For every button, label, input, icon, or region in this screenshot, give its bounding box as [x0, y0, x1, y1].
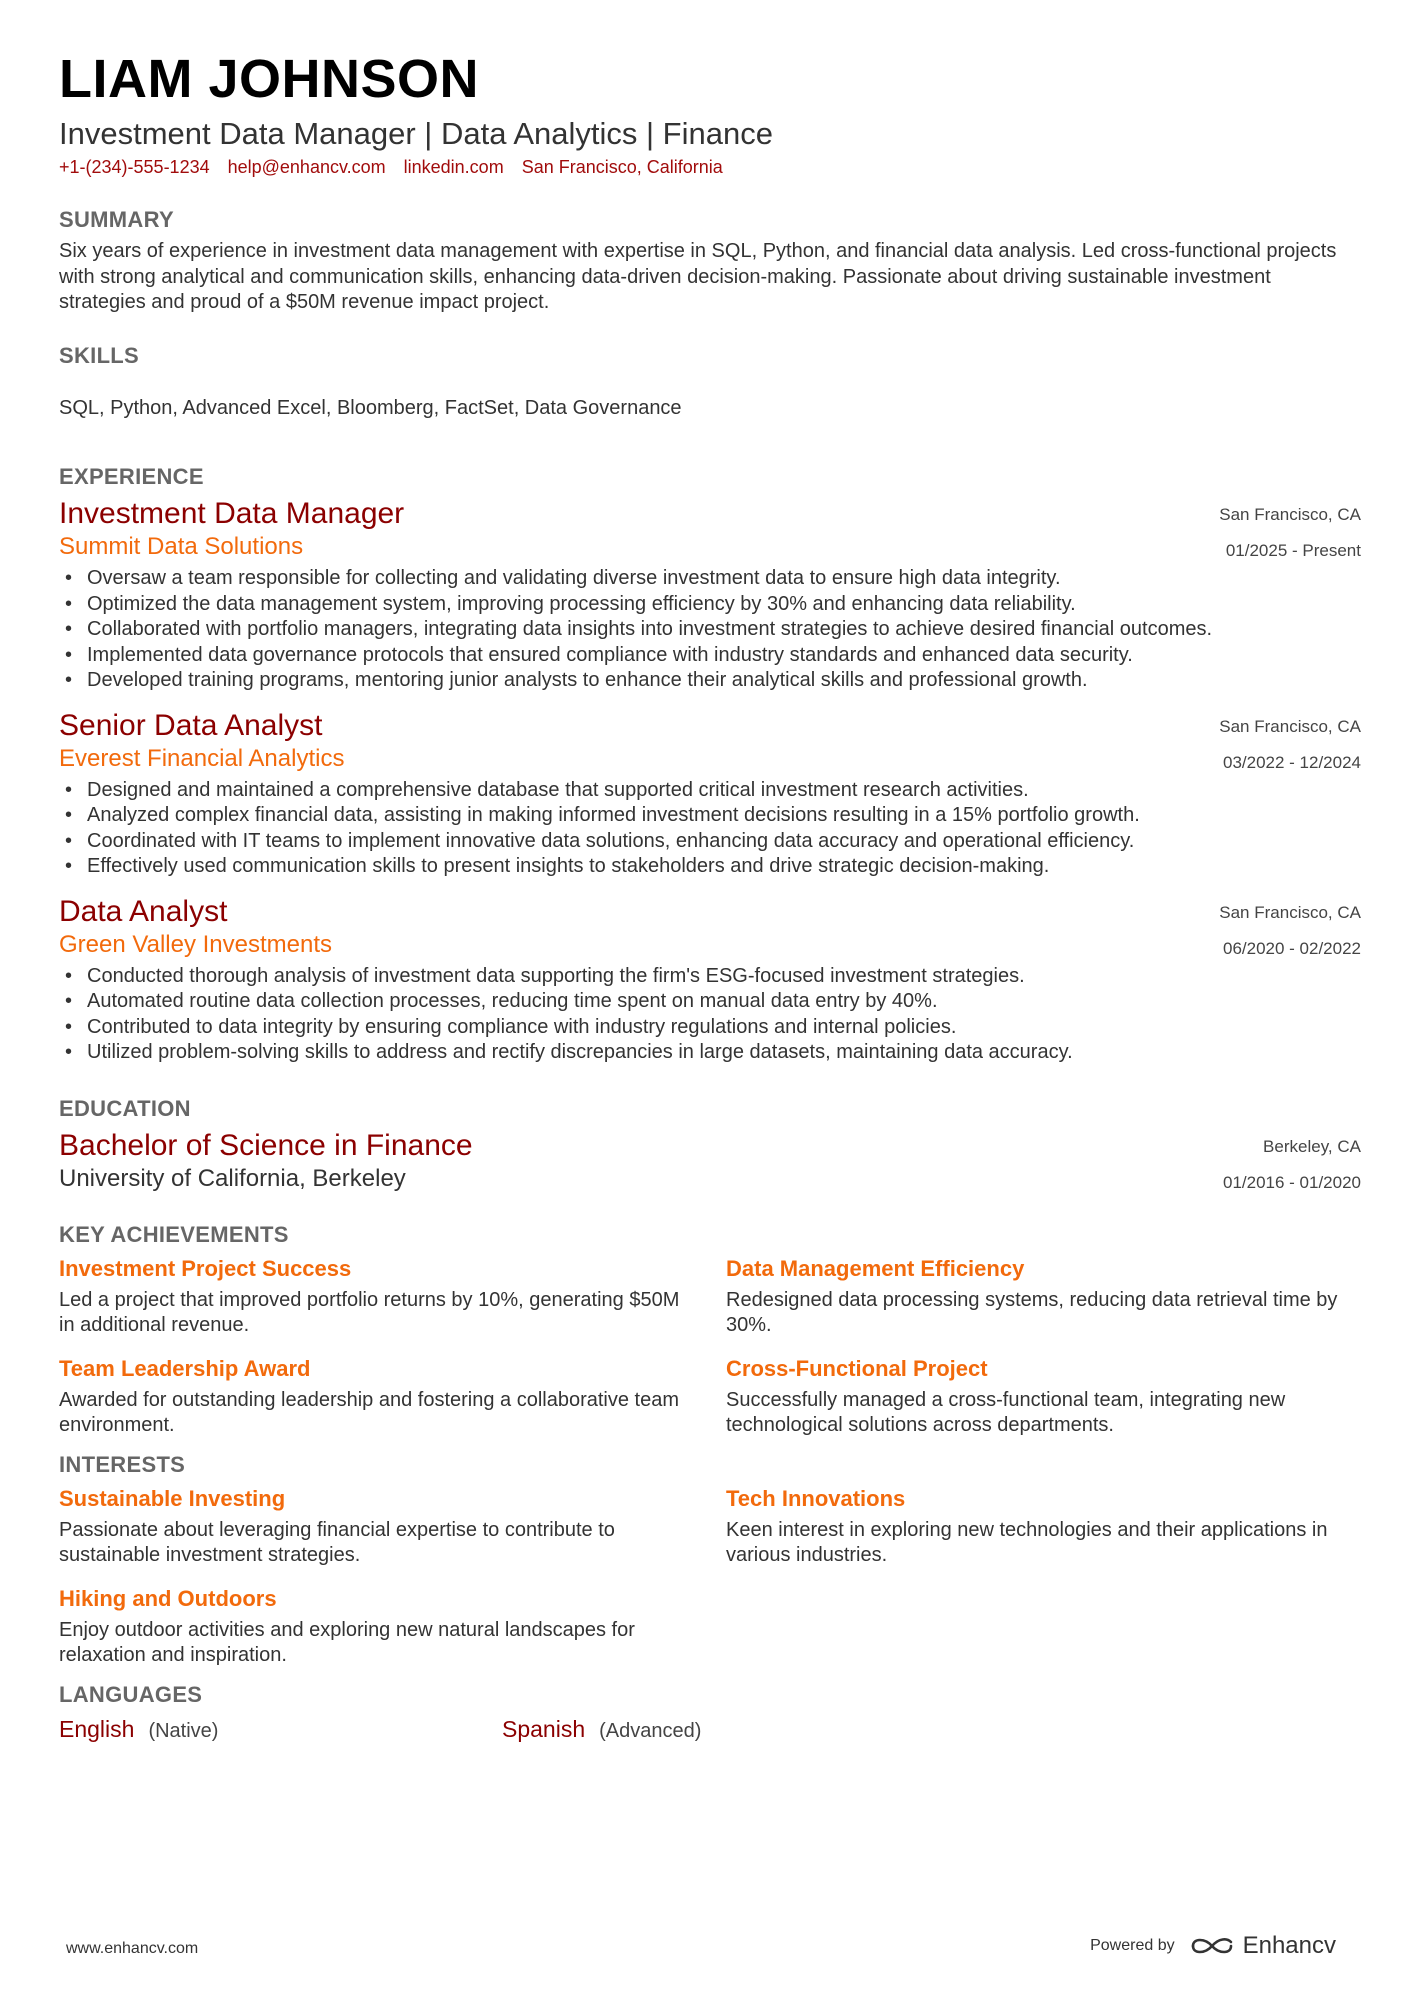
bullet-item: • Contributed to data integrity by ensuring compliance with industry regulations and internal policies. [87, 1015, 1359, 1041]
bullet-item: • Utilized problem-solving skills to address and rectify discrepancies in large datasets, maintaining data accuracy. [87, 1040, 1359, 1066]
skills-heading: SKILLS [59, 342, 140, 368]
education-entry [59, 1128, 1359, 1194]
job-dates: 01/2025 - Present [1225, 541, 1361, 561]
language-level: (Native) [148, 1719, 219, 1742]
job-location: San Francisco, CA [1219, 902, 1361, 922]
skills-section [59, 343, 1359, 422]
job-entry [59, 708, 1359, 880]
job-company: Green Valley Investments [59, 930, 333, 958]
interest-desc: Keen interest in exploring new technologies and their applications in various industries. [726, 1518, 1328, 1567]
experience-heading: EXPERIENCE [59, 464, 204, 490]
resume-page [59, 38, 1359, 1752]
job-meta [1219, 504, 1361, 562]
skills-text: SQL, Python, Advanced Excel, Bloomberg, FactSet, Data Governance [59, 396, 682, 419]
interest-title: Hiking and Outdoors [59, 1585, 277, 1611]
job-entry [59, 894, 1359, 1066]
phone-link[interactable]: +1-(234)-555-1234 [59, 156, 210, 177]
job-company: Everest Financial Analytics [59, 744, 345, 772]
bullet-item: • Automated routine data collection processes, reducing time spent on manual data entry by 40%. [87, 989, 1359, 1015]
interests-grid [59, 1484, 1359, 1674]
email-link[interactable]: help@enhancv.com [227, 156, 386, 177]
education-section [59, 1096, 1359, 1194]
enhancv-logo-icon [1189, 1934, 1235, 1958]
job-dates: 03/2022 - 12/2024 [1222, 752, 1361, 772]
bullet-item: • Designed and maintained a comprehensive database that supported critical investment research activities. [87, 778, 1359, 804]
achievement-desc: Awarded for outstanding leadership and fostering a collaborative team environment. [59, 1388, 680, 1437]
achievement-title: Data Management Efficiency [726, 1255, 1025, 1281]
interest-card [59, 1484, 689, 1569]
footer-branding [1090, 1932, 1336, 1960]
footer-website[interactable]: www.enhancv.com [66, 1940, 199, 1957]
summary-heading: SUMMARY [59, 207, 174, 233]
candidate-headline: Investment Data Manager | Data Analytics | Finance [59, 115, 773, 151]
interests-section [59, 1452, 1359, 1674]
job-bullets [59, 566, 1359, 694]
powered-by-label: Powered by [1090, 1937, 1175, 1954]
job-title: Senior Data Analyst [59, 708, 323, 742]
achievement-desc: Successfully managed a cross-functional team, integrating new technological solutions across departments. [726, 1388, 1286, 1437]
job-meta [1219, 902, 1361, 960]
job-location: San Francisco, CA [1219, 505, 1361, 525]
enhancv-brand[interactable] [1189, 1932, 1336, 1960]
job-meta [1219, 716, 1361, 774]
job-company: Summit Data Solutions [59, 533, 304, 561]
job-title: Investment Data Manager [59, 497, 405, 531]
achievements-section [59, 1222, 1359, 1444]
bullet-item: • Effectively used communication skills to present insights to stakeholders and drive strategic decision-making. [87, 854, 1359, 880]
languages-row [59, 1716, 1359, 1752]
education-heading: EDUCATION [59, 1095, 191, 1121]
location-text: San Francisco, California [521, 156, 723, 177]
interests-heading: INTERESTS [59, 1451, 186, 1477]
language-item [59, 1716, 218, 1743]
brand-name: Enhancv [1242, 1932, 1336, 1959]
achievement-title: Investment Project Success [59, 1255, 352, 1281]
interest-title: Sustainable Investing [59, 1485, 286, 1511]
interest-title: Tech Innovations [726, 1485, 906, 1511]
achievement-desc: Led a project that improved portfolio returns by 10%, generating $50M in additional revenue. [59, 1288, 680, 1337]
bullet-item: • Conducted thorough analysis of investment data supporting the firm's ESG-focused investment strategies. [87, 964, 1359, 990]
job-bullets [59, 778, 1359, 880]
achievement-desc: Redesigned data processing systems, reducing data retrieval time by 30%. [726, 1288, 1338, 1337]
bullet-item: • Oversaw a team responsible for collecting and validating diverse investment data to ensure high data integrity. [87, 566, 1359, 592]
job-dates: 06/2020 - 02/2022 [1222, 938, 1361, 958]
education-degree: Bachelor of Science in Finance [59, 1128, 473, 1162]
education-location: Berkeley, CA [1263, 1136, 1361, 1156]
languages-section [59, 1682, 1359, 1752]
achievement-card [59, 1354, 689, 1439]
achievement-card [59, 1254, 689, 1339]
job-bullets [59, 964, 1359, 1066]
bullet-item: • Analyzed complex financial data, assisting in making informed investment decisions resulting in a 15% portfolio growth. [87, 803, 1359, 829]
languages-heading: LANGUAGES [59, 1681, 203, 1707]
interest-card [726, 1484, 1356, 1569]
language-name: Spanish [502, 1715, 586, 1742]
interest-desc: Enjoy outdoor activities and exploring new natural landscapes for relaxation and inspiration. [59, 1618, 635, 1667]
job-title: Data Analyst [59, 894, 228, 928]
achievements-grid [59, 1254, 1359, 1444]
experience-section [59, 464, 1359, 1066]
bullet-item: • Implemented data governance protocols that ensured compliance with industry standards and enhanced data security. [87, 643, 1359, 669]
education-school: University of California, Berkeley [59, 1164, 406, 1192]
language-level: (Advanced) [599, 1719, 702, 1742]
job-entry [59, 496, 1359, 694]
interest-desc: Passionate about leveraging financial expertise to contribute to sustainable investment strategies. [59, 1518, 615, 1567]
language-item [502, 1716, 701, 1743]
bullet-item: • Optimized the data management system, improving processing efficiency by 30% and enhancing data reliability. [87, 592, 1359, 618]
candidate-name: LIAM JOHNSON [59, 49, 480, 109]
linkedin-link[interactable]: linkedin.com [403, 156, 504, 177]
achievement-title: Cross-Functional Project [726, 1355, 988, 1381]
summary-text: Six years of experience in investment data management with expertise in SQL, Python, and financial data analysis. Led cross-functional projects with strong analytical and communication skills, enhancing data-driven decision-making. Passionate about driving sustainable investment strategies and proud of a $50M revenue impact project. [59, 240, 1337, 314]
education-meta [1223, 1136, 1361, 1194]
language-name: English [59, 1715, 135, 1742]
job-location: San Francisco, CA [1219, 716, 1361, 736]
interest-card [59, 1584, 689, 1669]
education-dates: 01/2016 - 01/2020 [1222, 1172, 1361, 1192]
bullet-item: • Developed training programs, mentoring junior analysts to enhance their analytical skills and professional growth. [87, 668, 1359, 694]
achievements-heading: KEY ACHIEVEMENTS [59, 1221, 289, 1247]
bullet-item: • Collaborated with portfolio managers, integrating data insights into investment strategies to achieve desired financial outcomes. [87, 617, 1359, 643]
summary-section [59, 207, 1359, 316]
contact-row [59, 156, 1359, 179]
achievement-card [726, 1254, 1356, 1339]
achievement-title: Team Leadership Award [59, 1355, 311, 1381]
achievement-card [726, 1354, 1356, 1439]
bullet-item: • Coordinated with IT teams to implement innovative data solutions, enhancing data accuracy and operational efficiency. [87, 829, 1359, 855]
